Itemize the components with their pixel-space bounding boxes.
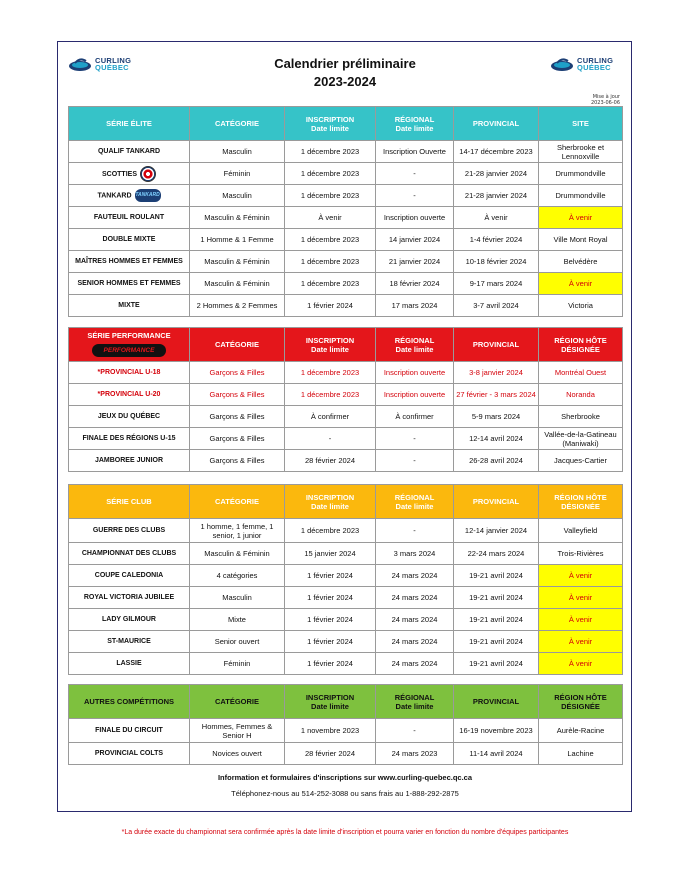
event-site: Trois-Rivières	[539, 543, 623, 565]
table-row	[69, 406, 623, 428]
event-name: COUPE CALEDONIA	[69, 565, 190, 587]
col-provincial: PROVINCIAL	[454, 485, 539, 519]
event-inscription: 1 décembre 2023	[285, 229, 376, 251]
event-category: Masculin & Féminin	[190, 251, 285, 273]
event-category: 1 Homme & 1 Femme	[190, 229, 285, 251]
table-row	[69, 450, 623, 472]
event-inscription: 1 décembre 2023	[285, 251, 376, 273]
col-date-limite-label: Date limite	[311, 501, 349, 511]
event-provincial: 21-28 janvier 2024	[454, 185, 539, 207]
event-category: 2 Hommes & 2 Femmes	[190, 295, 285, 317]
col-date-limite-label: Date limite	[395, 701, 434, 711]
event-category: Garçons & Filles	[190, 384, 285, 406]
event-regional: Inscription ouverte	[376, 362, 454, 384]
col-provincial: PROVINCIAL	[454, 328, 539, 362]
event-provincial: 12-14 janvier 2024	[454, 519, 539, 543]
event-inscription: 28 février 2024	[285, 743, 376, 765]
event-provincial: 12-14 avril 2024	[454, 428, 539, 450]
event-provincial: 27 février - 3 mars 2024	[454, 384, 539, 406]
event-category: Garçons & Filles	[190, 428, 285, 450]
table-row	[69, 631, 623, 653]
event-site: Aurèle-Racine	[539, 719, 623, 743]
event-name: MIXTE	[69, 295, 190, 317]
event-regional: Inscription ouverte	[376, 384, 454, 406]
event-inscription: -	[285, 428, 376, 450]
table-row	[69, 362, 623, 384]
page-subtitle-season: 2023-2024	[313, 74, 377, 89]
event-site: À venir	[539, 565, 623, 587]
event-category: Féminin	[190, 653, 285, 675]
col-region-hote-label: RÉGION HÔTE	[554, 692, 607, 702]
col-regional	[376, 485, 454, 519]
col-date-limite-label: Date limite	[311, 123, 349, 133]
event-provincial: 3-7 avril 2024	[454, 295, 539, 317]
event-site: Sherbrooke et Lennoxville	[539, 141, 623, 163]
footer-info-link[interactable]: Information et formulaires d'inscriptions sur www.curling-quebec.qc.ca	[217, 773, 473, 782]
event-regional: 24 mars 2024	[376, 565, 454, 587]
event-provincial: À venir	[454, 207, 539, 229]
table-row	[69, 273, 623, 295]
event-name: SCOTTIES	[101, 170, 137, 178]
event-provincial: 10-18 février 2024	[454, 251, 539, 273]
col-date-limite-label: Date limite	[395, 344, 434, 354]
table-serie-performance	[68, 327, 623, 472]
logo-line1: CURLING	[577, 56, 614, 65]
table-row	[69, 719, 623, 743]
event-category: Masculin & Féminin	[190, 207, 285, 229]
col-date-limite-label: Date limite	[395, 501, 434, 511]
event-provincial: 19-21 avril 2024	[454, 653, 539, 675]
event-regional: 24 mars 2024	[376, 653, 454, 675]
event-name: MAÎTRES HOMMES ET FEMMES	[69, 251, 190, 273]
col-inscription	[285, 328, 376, 362]
event-provincial: 19-21 avril 2024	[454, 587, 539, 609]
event-regional: -	[376, 163, 454, 185]
col-regional	[376, 685, 454, 719]
table-header-row	[69, 107, 623, 141]
table-row	[69, 229, 623, 251]
col-regional-label: RÉGIONAL	[394, 692, 435, 702]
table-row	[69, 295, 623, 317]
event-name: LADY GILMOUR	[69, 609, 190, 631]
event-regional: -	[376, 719, 454, 743]
event-name: DOUBLE MIXTE	[69, 229, 190, 251]
event-inscription: 1 décembre 2023	[285, 185, 376, 207]
col-regional	[376, 328, 454, 362]
col-designee-label: DÉSIGNÉE	[561, 501, 600, 511]
event-site: À venir	[539, 207, 623, 229]
section-title: AUTRES COMPÉTITIONS	[69, 685, 190, 719]
event-provincial: 9-17 mars 2024	[454, 273, 539, 295]
event-provincial: 3-8 janvier 2024	[454, 362, 539, 384]
col-categorie: CATÉGORIE	[190, 107, 285, 141]
table-row	[69, 653, 623, 675]
col-inscription	[285, 685, 376, 719]
event-provincial: 1-4 février 2024	[454, 229, 539, 251]
section-title: SÉRIE PERFORMANCE	[87, 331, 171, 340]
table-row	[69, 587, 623, 609]
col-regional	[376, 107, 454, 141]
logo-line1: CURLING	[95, 56, 132, 65]
table-row	[69, 519, 623, 543]
event-site: À venir	[539, 631, 623, 653]
event-name: JEUX DU QUÉBEC	[69, 406, 190, 428]
col-inscription-label: INSCRIPTION	[305, 114, 355, 124]
table-row	[69, 428, 623, 450]
event-inscription: 15 janvier 2024	[285, 543, 376, 565]
event-site: Jacques-Cartier	[539, 450, 623, 472]
event-regional: 3 mars 2024	[376, 543, 454, 565]
col-regional-label: RÉGIONAL	[394, 114, 435, 124]
event-site: Drummondville	[539, 185, 623, 207]
tankard-logo-icon: TANKARD	[135, 189, 161, 202]
table-row	[69, 565, 623, 587]
table-row	[69, 609, 623, 631]
event-category: Mixte	[190, 609, 285, 631]
table-row	[69, 743, 623, 765]
table-row	[69, 384, 623, 406]
col-region-hote	[539, 485, 623, 519]
table-header-row	[69, 685, 623, 719]
col-categorie: CATÉGORIE	[190, 685, 285, 719]
col-date-limite-label: Date limite	[395, 123, 434, 133]
col-region-hote-label: RÉGION HÔTE	[554, 335, 607, 345]
section-title: SÉRIE ÉLITE	[69, 107, 190, 141]
col-categorie: CATÉGORIE	[190, 328, 285, 362]
event-site: Noranda	[539, 384, 623, 406]
event-name: SENIOR HOMMES ET FEMMES	[69, 273, 190, 295]
event-name-cell	[69, 185, 190, 207]
event-inscription: 1 février 2024	[285, 565, 376, 587]
event-regional: -	[376, 428, 454, 450]
event-category: Novices ouvert	[190, 743, 285, 765]
event-name: ROYAL VICTORIA JUBILEE	[69, 587, 190, 609]
col-date-limite-label: Date limite	[311, 701, 349, 711]
event-name: GUERRE DES CLUBS	[69, 519, 190, 543]
table-row	[69, 543, 623, 565]
event-inscription: 1 décembre 2023	[285, 384, 376, 406]
event-site: Victoria	[539, 295, 623, 317]
event-site: À venir	[539, 653, 623, 675]
col-regional-label: RÉGIONAL	[394, 492, 435, 502]
event-category: Féminin	[190, 163, 285, 185]
event-inscription: 1 décembre 2023	[285, 141, 376, 163]
event-name: QUALIF TANKARD	[69, 141, 190, 163]
event-regional: 24 mars 2023	[376, 743, 454, 765]
event-provincial: 19-21 avril 2024	[454, 565, 539, 587]
event-name: JAMBOREE JUNIOR	[69, 450, 190, 472]
update-stamp	[591, 94, 620, 106]
event-regional: 24 mars 2024	[376, 587, 454, 609]
event-regional: 14 janvier 2024	[376, 229, 454, 251]
event-regional: 17 mars 2024	[376, 295, 454, 317]
event-inscription: 1 novembre 2023	[285, 719, 376, 743]
section-title-cell	[69, 328, 190, 362]
event-name: PROVINCIAL COLTS	[69, 743, 190, 765]
event-provincial: 11-14 avril 2024	[454, 743, 539, 765]
event-name: ST-MAURICE	[69, 631, 190, 653]
event-regional: 21 janvier 2024	[376, 251, 454, 273]
col-site: SITE	[539, 107, 623, 141]
event-regional: Inscription Ouverte	[376, 141, 454, 163]
col-designee-label: DÉSIGNÉE	[561, 701, 600, 711]
event-site: Lachine	[539, 743, 623, 765]
event-site: Montréal Ouest	[539, 362, 623, 384]
event-site: Vallée-de-la-Gatineau (Maniwaki)	[539, 428, 623, 450]
event-site: À venir	[539, 273, 623, 295]
event-inscription: 1 décembre 2023	[285, 163, 376, 185]
table-row	[69, 185, 623, 207]
col-provincial: PROVINCIAL	[454, 107, 539, 141]
col-categorie: CATÉGORIE	[190, 485, 285, 519]
performance-logo-icon: PERFORMANCE	[91, 343, 168, 358]
event-category: Garçons & Filles	[190, 406, 285, 428]
table-row	[69, 207, 623, 229]
col-inscription	[285, 485, 376, 519]
event-inscription: 1 février 2024	[285, 631, 376, 653]
event-category: Masculin	[190, 141, 285, 163]
col-regional-label: RÉGIONAL	[394, 335, 435, 345]
table-serie-club	[68, 484, 623, 675]
update-date: 2023-06-06	[590, 100, 620, 106]
table-serie-elite	[68, 106, 623, 317]
event-category: 4 catégories	[190, 565, 285, 587]
event-name: CHAMPIONNAT DES CLUBS	[69, 543, 190, 565]
footer-phone: Téléphonez-nous au 514-252-3088 ou sans frais au 1-888-292-2875	[231, 789, 459, 798]
table-row	[69, 141, 623, 163]
event-provincial: 5-9 mars 2024	[454, 406, 539, 428]
event-provincial: 26-28 avril 2024	[454, 450, 539, 472]
event-regional: 24 mars 2024	[376, 631, 454, 653]
table-row	[69, 163, 623, 185]
event-regional: Inscription ouverte	[376, 207, 454, 229]
event-name: *PROVINCIAL U-20	[69, 384, 190, 406]
event-name: LASSIE	[69, 653, 190, 675]
event-name-cell	[69, 163, 190, 185]
event-inscription: À venir	[285, 207, 376, 229]
event-site: À venir	[539, 609, 623, 631]
logo-line2: QUÉBEC	[95, 63, 129, 72]
event-regional: 18 février 2024	[376, 273, 454, 295]
event-inscription: 1 février 2024	[285, 587, 376, 609]
event-site: Sherbrooke	[539, 406, 623, 428]
col-inscription-label: INSCRIPTION	[305, 492, 355, 502]
event-category: Masculin & Féminin	[190, 543, 285, 565]
event-regional: -	[376, 519, 454, 543]
logo-line2: QUÉBEC	[577, 63, 611, 72]
page-title: Calendrier préliminaire	[274, 56, 416, 71]
event-category: Garçons & Filles	[190, 450, 285, 472]
event-category: Masculin	[190, 185, 285, 207]
event-provincial: 19-21 avril 2024	[454, 609, 539, 631]
scotties-logo-icon	[140, 166, 156, 182]
event-name: FINALE DES RÉGIONS U-15	[69, 428, 190, 450]
event-provincial: 19-21 avril 2024	[454, 631, 539, 653]
col-inscription-label: INSCRIPTION	[305, 692, 355, 702]
event-category: Masculin	[190, 587, 285, 609]
col-inscription-label: INSCRIPTION	[305, 335, 355, 345]
col-region-hote-label: RÉGION HÔTE	[554, 492, 607, 502]
event-regional: -	[376, 185, 454, 207]
event-site: Valleyfield	[539, 519, 623, 543]
event-site: Ville Mont Royal	[539, 229, 623, 251]
update-label: Mise à jour	[592, 94, 620, 100]
table-row	[69, 251, 623, 273]
col-date-limite-label: Date limite	[311, 344, 349, 354]
event-category: Masculin & Féminin	[190, 273, 285, 295]
event-provincial: 14-17 décembre 2023	[454, 141, 539, 163]
event-category: Senior ouvert	[190, 631, 285, 653]
event-inscription: 1 février 2024	[285, 609, 376, 631]
table-header-row	[69, 485, 623, 519]
table-autres-competitions	[68, 684, 623, 765]
event-inscription: 1 décembre 2023	[285, 273, 376, 295]
event-inscription: 28 février 2024	[285, 450, 376, 472]
event-site: Belvédère	[539, 251, 623, 273]
event-category: Garçons & Filles	[190, 362, 285, 384]
footnote: *La durée exacte du championnat sera confirmée après la date limite d'inscription et pourra varier en fonction du nombre d'équipes participantes	[121, 829, 569, 836]
event-provincial: 22-24 mars 2024	[454, 543, 539, 565]
event-regional: À confirmer	[376, 406, 454, 428]
event-regional: -	[376, 450, 454, 472]
event-site: À venir	[539, 587, 623, 609]
event-site: Drummondville	[539, 163, 623, 185]
col-designee-label: DÉSIGNÉE	[561, 344, 600, 354]
event-provincial: 21-28 janvier 2024	[454, 163, 539, 185]
event-provincial: 16-19 novembre 2023	[454, 719, 539, 743]
event-name: FINALE DU CIRCUIT	[69, 719, 190, 743]
event-name: FAUTEUIL ROULANT	[69, 207, 190, 229]
event-inscription: 1 février 2024	[285, 295, 376, 317]
table-header-row	[69, 328, 623, 362]
col-region-hote	[539, 328, 623, 362]
event-inscription: À confirmer	[285, 406, 376, 428]
section-title: SÉRIE CLUB	[69, 485, 190, 519]
col-region-hote	[539, 685, 623, 719]
event-inscription: 1 décembre 2023	[285, 519, 376, 543]
event-name: TANKARD	[97, 192, 132, 200]
event-category: 1 homme, 1 femme, 1 senior, 1 junior	[190, 519, 285, 543]
col-provincial: PROVINCIAL	[454, 685, 539, 719]
event-name: *PROVINCIAL U-18	[69, 362, 190, 384]
event-category: Hommes, Femmes & Senior H	[190, 719, 285, 743]
event-regional: 24 mars 2024	[376, 609, 454, 631]
col-inscription	[285, 107, 376, 141]
event-inscription: 1 février 2024	[285, 653, 376, 675]
event-inscription: 1 décembre 2023	[285, 362, 376, 384]
